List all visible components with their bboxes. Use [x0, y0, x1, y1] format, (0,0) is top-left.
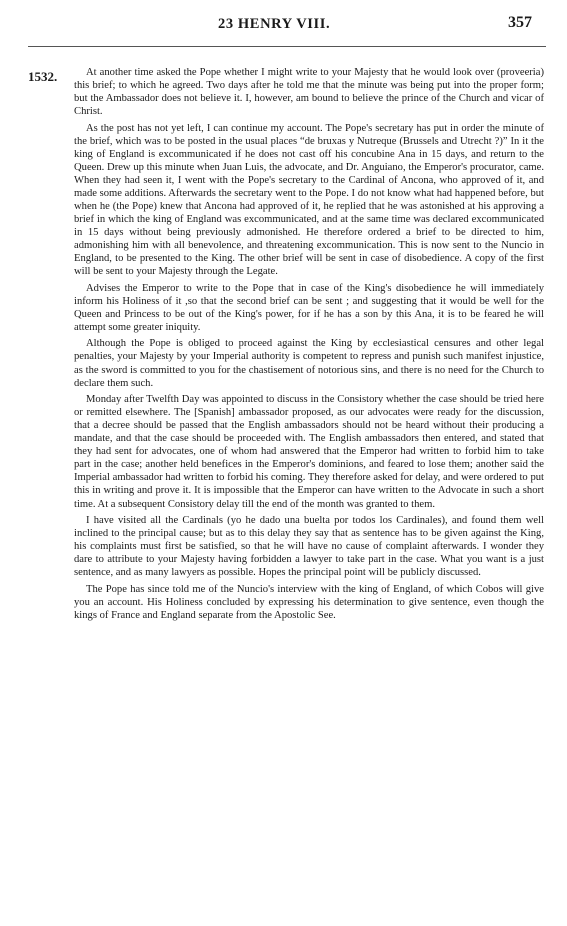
paragraph: The Pope has since told me of the Nuncio's interview with the king of England, of which Cobos will give you an account. His Holiness concluded by expressing his determination to give sentence, even though the kings of France and England separate from the Apostolic See. [74, 583, 544, 621]
page-number: 357 [508, 14, 532, 31]
paragraph: Monday after Twelfth Day was appointed to discuss in the Consistory whether the case should be tried here or remitted elsewhere. The [Spanish] ambassador proposed, as our advocates were ready for the discussion, that a decree should be passed that the English ambassadors should not be heard without their producing a mandate, and that the case should be proceeded with. The English ambassadors then entered, and stated that they had sent for advocates, one of whom had answered that the Emperor had written to forbid him to take part in the case; another held benefices in the Emperor's dominions, and feared to lose them; another said the Imperial ambassador had written to forbid his coming. They therefore asked for delay, and were ordered to put this in writing and prove it. It is impossible that the Emperor can have written to the Advocate in such a short time. At a subsequent Consistory delay till the end of the month was granted to them. [74, 394, 544, 510]
margin-year: 1532. [28, 69, 58, 84]
paragraph: At another time asked the Pope whether I might write to your Majesty that he would look over (proveeria) this brief; to which he agreed. Two days after he told me that the minute was being put into the proper form; but the Ambassador does not believe it. I, however, am bound to believe the prince of the Church and vicar of Christ. [74, 67, 544, 118]
page-header [0, 4, 567, 44]
paragraph: I have visited all the Cardinals (yo he dado una buelta por todos los Cardinales), and found them well inclined to the principal cause; but as to this delay they say that as sentence has to be given against the King, his complaints must first be satisfied, so that he will have no cause of complaint afterwards. I wonder they dare to attribute to your Majesty having forbidden a lawyer to take part in the case. What you want is a just sentence, and as many lawyers as possible. Hopes the principal point will be publicly discussed. [74, 515, 544, 579]
running-title: 23 HENRY VIII. [218, 16, 331, 32]
header-rule [28, 46, 546, 47]
paragraph: Advises the Emperor to write to the Pope that in case of the King's disobedience he will immediately inform his Holiness of it ,so that the second brief can be sent ; and suggesting that it would be well for the Queen and Princess to be out of the King's power, for if he has a son by this Ana, it is to be feared he will attempt some greater iniquity. [74, 282, 544, 333]
paragraph: As the post has not yet left, I can continue my account. The Pope's secretary has put in order the minute of the brief, which was to be posted in the usual places “de bruxas y Nutreque (Brussels and Utrecht ?)” In it the king of England is excommunicated if he does not cast off his concubine Ana in 15 days, and return to the Queen. Drew up this minute when Juan Luis, the advocate, and Dr. Anguiano, the Emperor's procurator, came. When they had seen it, I went with the Pope's secretary to the Cardinal of Ancona, who approved of it, and made some additions. Afterwards the secretary went to the Pope. I do not know what had happened before, but when he (the Pope) knew that Ancona had approved of it, he replied that he was astonished at his approving a brief in which the king of England was excommunicated, and at the same time was declared excommunicated in 15 days without being previously admonished. He therefore ordered a brief to be directed to him, admonishing him with all benevolence, and threatening excommunication. This is now sent to the Nuncio in England, to be presented to the King. The other brief will be sent in case of disobedience. A copy of the first will be sent to your Majesty through the Legate. [74, 122, 544, 278]
body-text [74, 66, 544, 625]
paragraph: Although the Pope is obliged to proceed against the King by ecclesiastical censures and other legal penalties, your Majesty by your Imperial authority is competent to repress and punish such manifest injustice, as the sword is committed to you for the chastisement of notorious sins, and there is no need for the Church to declare them such. [74, 338, 544, 389]
